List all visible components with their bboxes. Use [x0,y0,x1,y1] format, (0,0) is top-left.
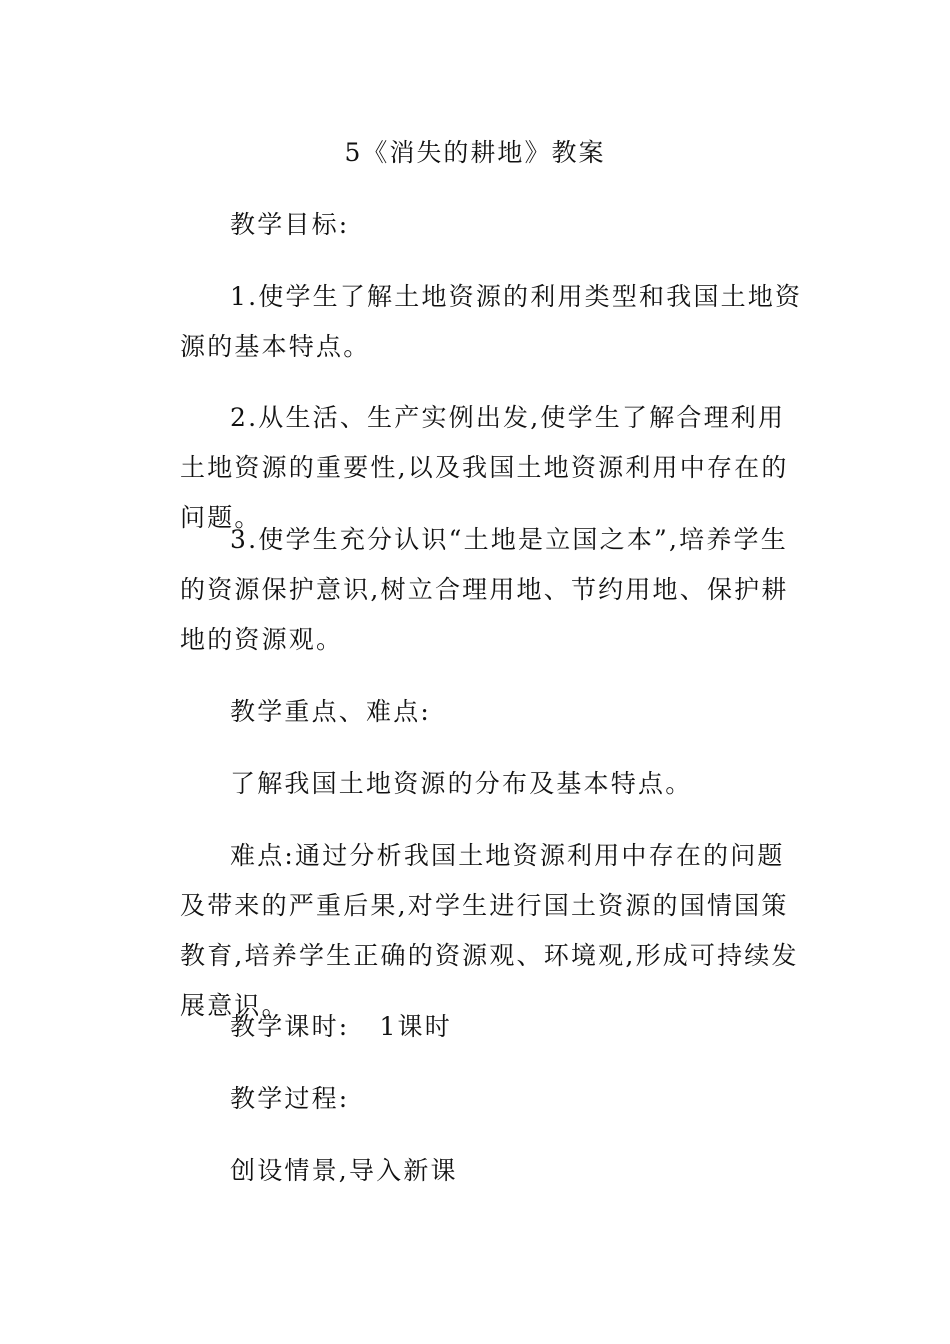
key-points-heading: 教学重点、难点: [230,697,432,726]
key-point-text: 了解我国土地资源的分布及基本特点。 [230,769,693,798]
objective-1: 1.使学生了解土地资源的利用类型和我国土地资源的基本特点。 [180,282,803,361]
class-hours-label: 教学课时: [230,1012,350,1041]
difficulty-text: 难点:通过分析我国土地资源利用中存在的问题及带来的严重后果,对学生进行国土资源的国情国策教育,培养学生正确的资源观、环境观,形成可持续发展意识。 [180,841,799,1020]
objective-2: 2.从生活、生产实例出发,使学生了解合理利用土地资源的重要性,以及我国土地资源利用中存在的问题。 [180,403,789,532]
class-hours-line [180,1002,810,1052]
intro-step: 创设情景,导入新课 [230,1156,458,1185]
document-title: 5《消失的耕地》教案 [344,138,606,167]
objectives-heading: 教学目标: [230,210,350,239]
class-hours-value: 1课时 [379,1012,452,1041]
objective-3: 3.使学生充分认识“土地是立国之本”,培养学生的资源保护意识,树立合理用地、节约用地、保护耕地的资源观。 [180,525,789,654]
process-heading: 教学过程: [230,1084,350,1113]
